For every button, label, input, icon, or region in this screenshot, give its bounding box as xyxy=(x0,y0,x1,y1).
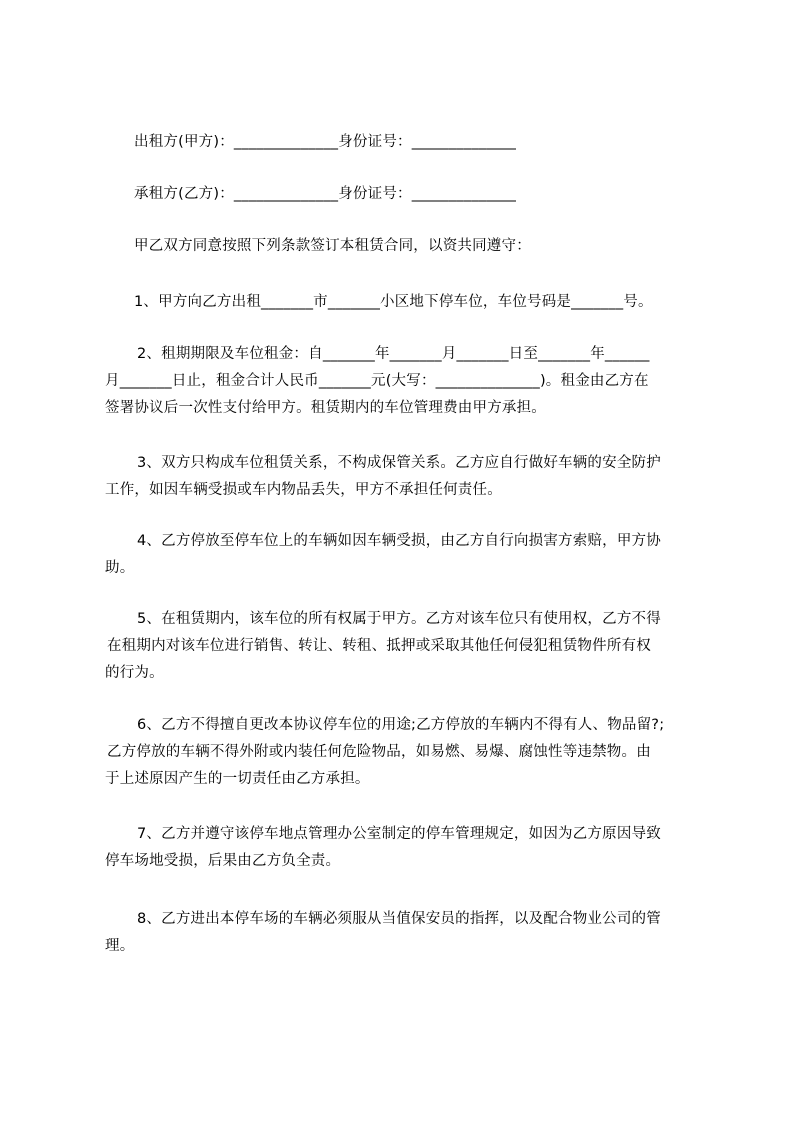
clause-line: 在租期内对该车位进行销售、转让、转租、抵押或采取其他任何侵犯租赁物件所有权 xyxy=(107,638,651,654)
lessor-line: 出租方(甲方)：______________身份证号：______________ xyxy=(134,134,517,150)
clause-line: 乙方停放的车辆不得外附或内装任何危险物品，如易燃、易爆、腐蚀性等违禁物。由 xyxy=(107,744,651,760)
clause-line: 6、乙方不得擅自更改本协议停车位的用途;乙方停放的车辆内不得有人、物品留?; xyxy=(137,717,665,733)
clause-line: 签署协议后一次性支付给甲方。租赁期内的车位管理费由甲方承担。 xyxy=(105,400,546,416)
intro-line: 甲乙双方同意按照下列条款签订本租赁合同，以资共同遵守： xyxy=(134,238,531,254)
clause-line: 1、甲方向乙方出租_______市_______小区地下停车位，车位号码是_______号。 xyxy=(134,294,653,310)
clause-line: 助。 xyxy=(105,560,135,576)
clause-line: 停车场地受损，后果由乙方负全责。 xyxy=(105,853,341,869)
clause-line: 7、乙方并遵守该停车地点管理办公室制定的停车管理规定，如因为乙方原因导致 xyxy=(137,826,661,842)
clause-line: 的行为。 xyxy=(105,665,164,681)
clause-line: 工作，如因车辆受损或车内物品丢失，甲方不承担任何责任。 xyxy=(105,482,502,498)
clause-line: 2、租期期限及车位租金：自_______年_______月_______日至_______年______ xyxy=(137,346,650,362)
clause-line: 8、乙方进出本停车场的车辆必须服从当值保安员的指挥，以及配合物业公司的管 xyxy=(137,911,661,927)
clause-line: 4、乙方停放至停车位上的车辆如因车辆受损，由乙方自行向损害方索赔，甲方协 xyxy=(137,533,661,549)
clause-line: 3、双方只构成车位租赁关系，不构成保管关系。乙方应自行做好车辆的安全防护 xyxy=(137,455,661,471)
lessee-line: 承租方(乙方)：______________身份证号：______________ xyxy=(134,186,517,202)
clause-line: 5、在租赁期内，该车位的所有权属于甲方。乙方对该车位只有使用权，乙方不得 xyxy=(137,611,661,627)
clause-line: 月_______日止，租金合计人民币_______元(大写：______________)。租金由乙方在 xyxy=(105,373,649,389)
clause-line: 于上述原因产生的一切责任由乙方承担。 xyxy=(105,771,370,787)
clause-line: 理。 xyxy=(105,938,135,954)
